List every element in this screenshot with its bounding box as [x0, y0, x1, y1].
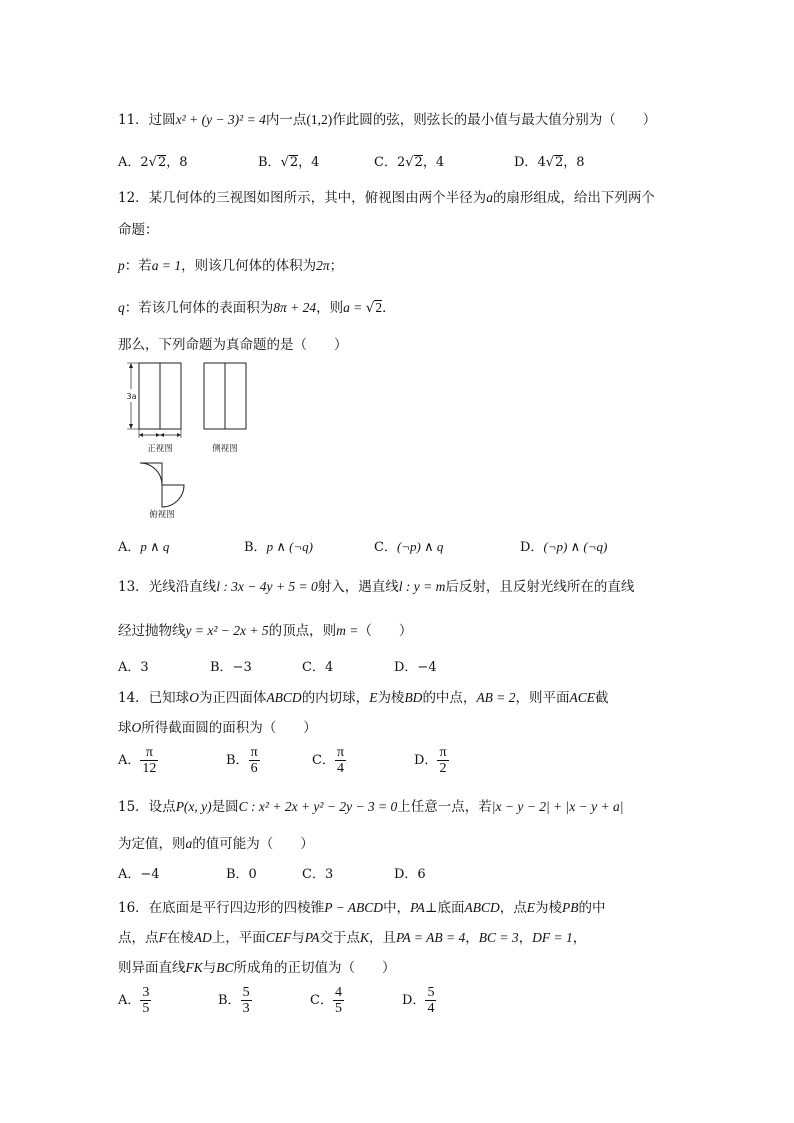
q15-option-d[interactable]: D．6	[394, 867, 426, 882]
question-16-stem-line1: 16．在底面是平行四边形的四棱锥P − ABCD中，PA⊥底面ABCD，点E为棱PB的中	[118, 900, 606, 916]
side-view-label: 侧视图	[212, 444, 238, 454]
q11-option-b[interactable]: B．√2，4	[258, 155, 320, 170]
q16-option-d[interactable]: D． $\frac{5}{4}$	[402, 985, 435, 1016]
q14-option-b[interactable]: B． $\frac{\pi}{6}$	[226, 745, 258, 776]
proposition-q: q：若该几何体的表面积为8π + 24，则a = √2．	[118, 300, 396, 316]
q13-option-d[interactable]: D．−4	[394, 660, 437, 675]
side-view	[204, 363, 246, 454]
question-14-stem-line1: 14．已知球O为正四面体ABCD的内切球，E为棱BD的中点，AB = 2，则平面ACE截	[118, 690, 609, 706]
front-view	[126, 363, 181, 454]
front-view-label: 正视图	[147, 444, 173, 454]
q12-option-c[interactable]: C．(¬p) ∧ q	[374, 539, 444, 555]
q13-option-c[interactable]: C．4	[302, 660, 334, 675]
question-12-stem-line5: 那么，下列命题为真命题的是（ ）	[118, 337, 348, 353]
q14-option-a[interactable]: A． $\frac{\pi}{12}$	[118, 745, 157, 776]
q14-option-d[interactable]: D． $\frac{\pi}{2}$	[414, 745, 447, 776]
question-12-stem-line2: 命题：	[118, 222, 159, 238]
q13-option-a[interactable]: A．3	[118, 660, 149, 675]
q16-option-c[interactable]: C． $\frac{4}{5}$	[310, 985, 342, 1016]
question-13-stem-line2: 经过抛物线y = x² − 2x + 5的顶点，则m =（ ）	[118, 623, 413, 639]
q15-option-a[interactable]: A．−4	[118, 867, 160, 882]
q15-option-b[interactable]: B．0	[226, 867, 257, 882]
question-11-stem: 11．过圆x² + (y − 3)² = 4内一点(1,2)作此圆的弦，则弦长的最小值与最大值分别为（ ）	[118, 112, 657, 128]
q15-option-c[interactable]: C．3	[302, 867, 334, 882]
question-16-stem-line3: 则异面直线FK与BC所成角的正切值为（ ）	[118, 960, 396, 976]
top-view-label: 俯视图	[149, 510, 175, 520]
top-view	[140, 463, 184, 520]
question-13-stem-line1: 13．光线沿直线l : 3x − 4y + 5 = 0射入，遇直线l : y = m后反射，且反射光线所在的直线	[118, 579, 635, 595]
question-15-stem-line2: 为定值，则a的值可能为（ ）	[118, 836, 314, 852]
proposition-p: p：若a = 1，则该几何体的体积为2π；	[118, 258, 344, 274]
question-14-stem-line2: 球O所得截面圆的面积为（ ）	[118, 720, 317, 736]
q13-option-b[interactable]: B．−3	[210, 660, 252, 675]
q12-option-a[interactable]: A．p ∧ q	[118, 539, 170, 555]
q11-option-a[interactable]: A．2√2，8	[118, 155, 188, 170]
dimension-label: 3a	[126, 392, 137, 401]
q12-option-d[interactable]: D．(¬p) ∧ (¬q)	[520, 539, 608, 555]
q16-option-a[interactable]: A． $\frac{3}{5}$	[118, 985, 150, 1016]
question-16-stem-line2: 点，点F在棱AD上，平面CEF与PA交于点K，且PA = AB = 4，BC = 3，DF = 1，	[118, 930, 587, 946]
q11-option-c[interactable]: C．2√2，4	[374, 155, 445, 170]
q16-option-b[interactable]: B． $\frac{5}{3}$	[218, 985, 250, 1016]
q11-option-d[interactable]: D．4√2，8	[514, 155, 585, 170]
q14-option-c[interactable]: C． $\frac{\pi}{4}$	[312, 745, 345, 776]
three-view-figure	[118, 358, 258, 520]
question-15-stem-line1: 15．设点P(x, y)是圆C : x² + 2x + y² − 2y − 3 = 0上任意一点，若|x − y − 2| + |x − y + a|	[118, 799, 624, 815]
circle-equation: x² + (y − 3)² = 4	[175, 112, 266, 127]
question-12-stem-line1: 12．某几何体的三视图如图所示，其中，俯视图由两个半径为a的扇形组成，给出下列两个	[118, 190, 655, 206]
q12-option-b[interactable]: B．p ∧ (¬q)	[244, 539, 314, 555]
